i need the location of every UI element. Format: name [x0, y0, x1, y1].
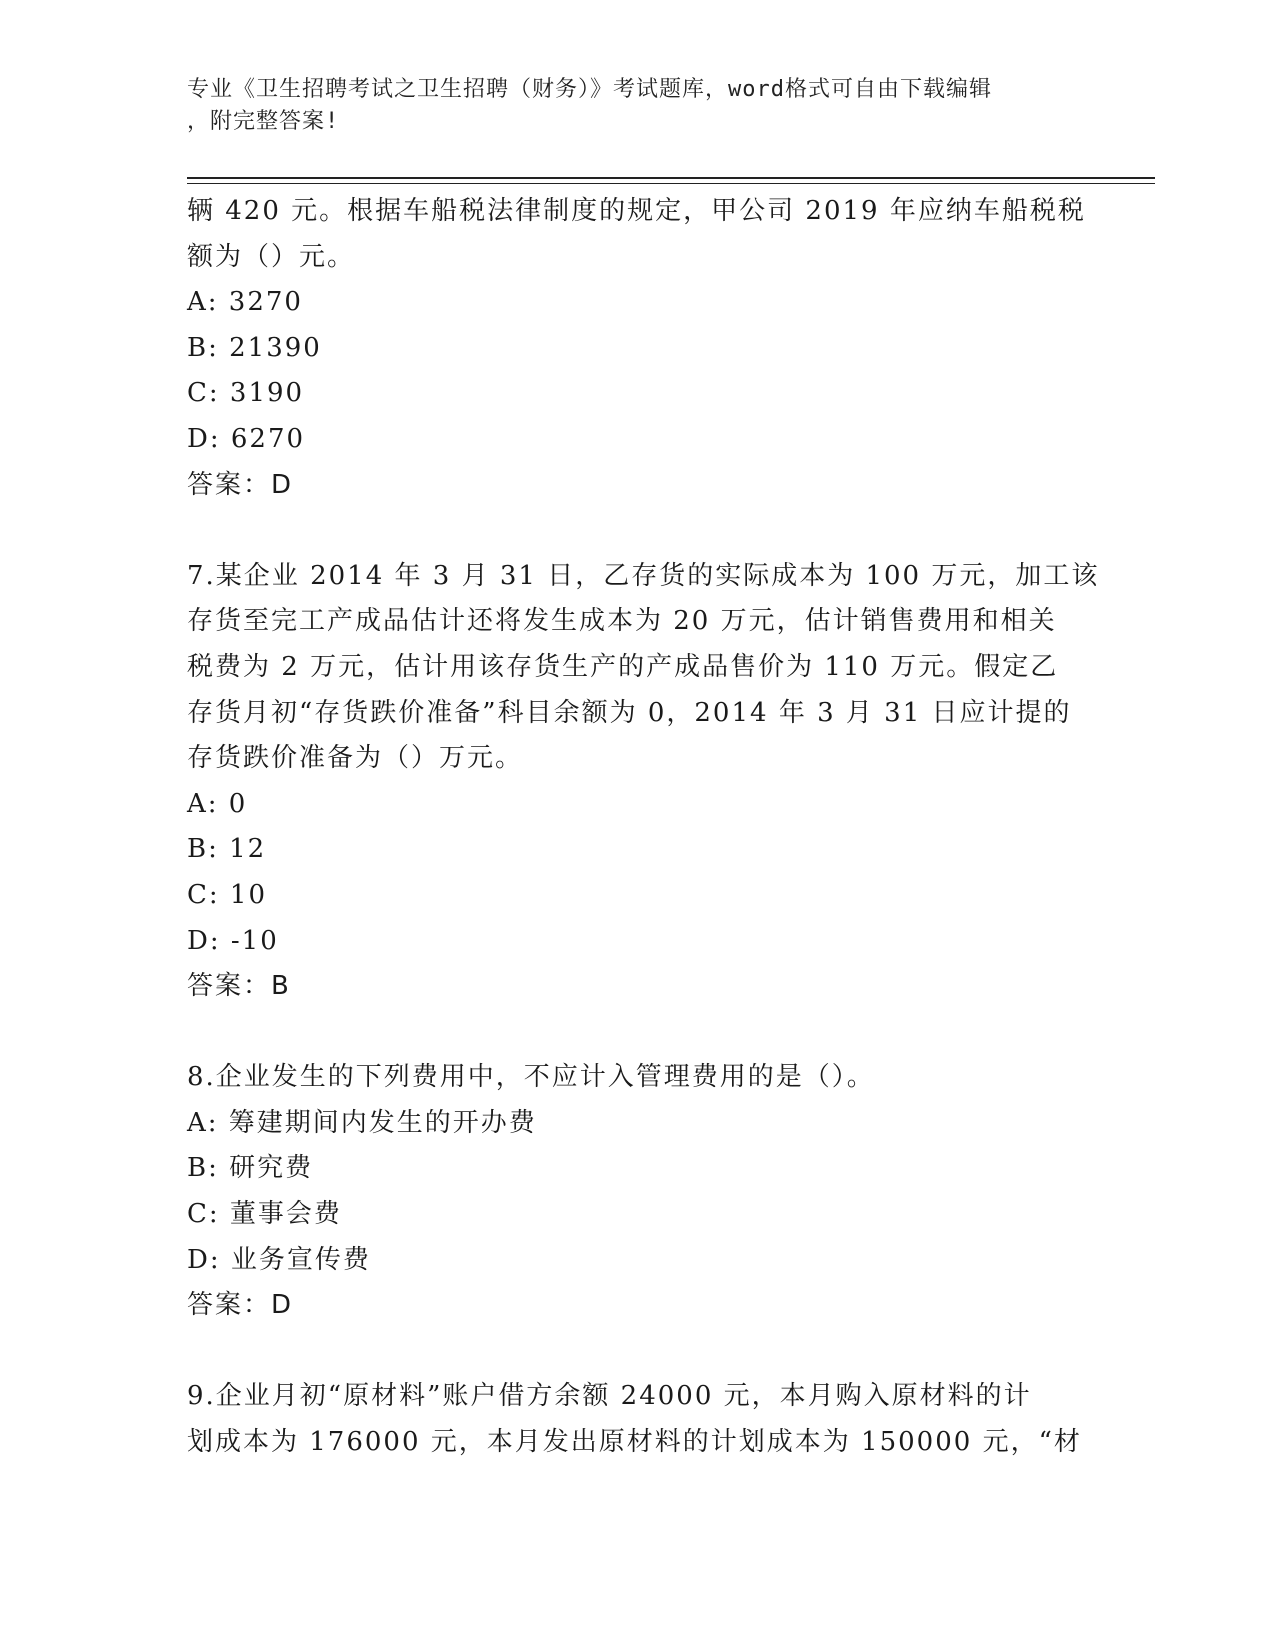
option-b: B: 21390 — [187, 332, 322, 363]
option-b: B: 12 — [187, 834, 267, 865]
question-text-line: 额为（）元。 — [187, 241, 356, 272]
answer: 答案：D — [187, 1290, 294, 1321]
answer: 答案：B — [187, 971, 291, 1002]
question-8 — [187, 1055, 1087, 1329]
question-text-line: 存货至完工产成品估计还将发生成本为 20 万元，估计销售费用和相关 — [187, 606, 1057, 637]
question-text-line: 8.企业发生的下列费用中，不应计入管理费用的是（）。 — [187, 1062, 875, 1093]
option-c: C: 3190 — [187, 378, 305, 409]
question-6 — [187, 189, 1087, 508]
question-text-line: 存货月初“存货跌价准备”科目余额为 0，2014 年 3 月 31 日应计提的 — [187, 697, 1072, 728]
option-d: D: 6270 — [187, 423, 306, 454]
spacer — [187, 1010, 1087, 1056]
question-text-line: 划成本为 176000 元，本月发出原材料的计划成本为 150000 元，“材 — [187, 1427, 1082, 1458]
header-line-2: ，附完整答案! — [187, 109, 340, 134]
option-a: A: 筹建期间内发生的开办费 — [187, 1107, 537, 1138]
option-a: A: 0 — [187, 788, 248, 819]
option-b: B: 研究费 — [187, 1153, 314, 1184]
question-text-line: 辆 420 元。根据车船税法律制度的规定，甲公司 2019 年应纳车船税税 — [187, 196, 1086, 226]
question-text-line: 税费为 2 万元，估计用该存货生产的产成品售价为 110 万元。假定乙 — [187, 651, 1059, 682]
spacer — [187, 508, 1087, 554]
header-rule-thick — [187, 177, 1155, 179]
question-9 — [187, 1374, 1087, 1465]
document-body — [187, 189, 1100, 1466]
option-d: D: -10 — [187, 925, 279, 956]
spacer — [187, 1329, 1087, 1375]
answer: 答案：D — [187, 469, 294, 500]
question-text-line: 7.某企业 2014 年 3 月 31 日，乙存货的实际成本为 100 万元，加工该 — [187, 560, 1100, 591]
document-header — [187, 74, 1067, 138]
question-7 — [187, 554, 1100, 1010]
option-a: A: 3270 — [187, 287, 303, 318]
question-text-line: 存货跌价准备为（）万元。 — [187, 743, 524, 774]
option-c: C: 10 — [187, 879, 268, 910]
option-d: D: 业务宣传费 — [187, 1244, 371, 1275]
option-c: C: 董事会费 — [187, 1199, 342, 1230]
header-line-1: 专业《卫生招聘考试之卫生招聘（财务）》考试题库，word格式可自由下载编辑 — [187, 77, 992, 102]
header-rule-thin — [187, 183, 1155, 184]
question-text-line: 9.企业月初“原材料”账户借方余额 24000 元，本月购入原材料的计 — [187, 1381, 1032, 1412]
